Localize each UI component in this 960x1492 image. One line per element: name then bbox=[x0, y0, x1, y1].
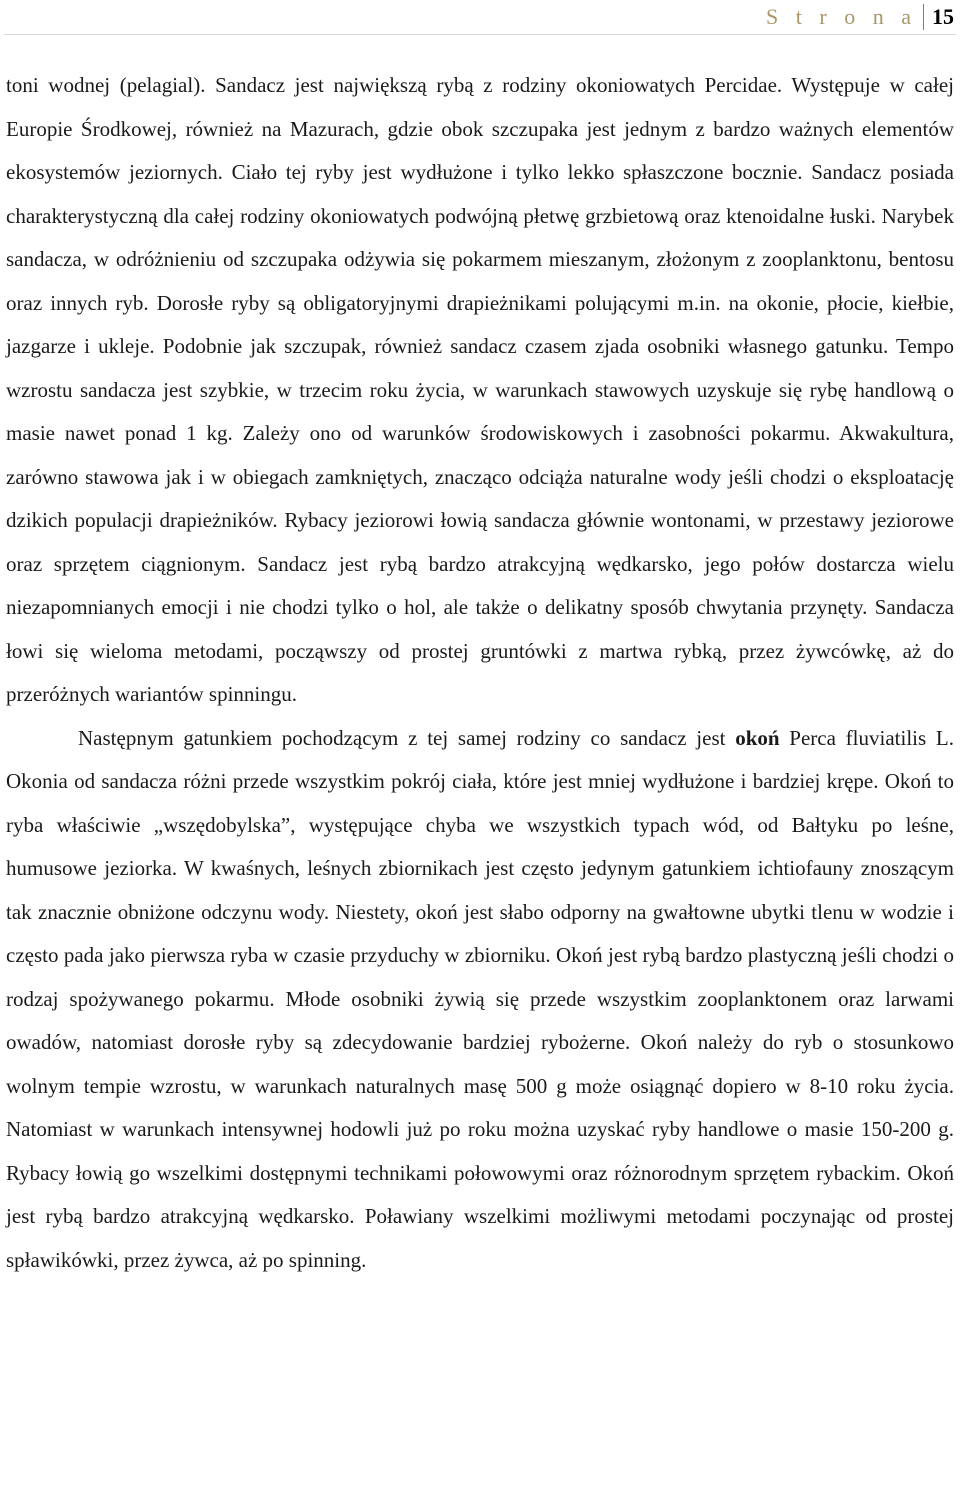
document-body bbox=[6, 64, 954, 1282]
paragraph-okon-rest: Perca fluviatilis L. Okonia od sandacza różni przede wszystkim pokrój ciała, które jest mniej wydłużone i bardziej krępe. Okoń to ryba właściwie „wszędobylska”, występujące chyba we wszystkich typach wód, od Bałtyku po leśne, humusowe jeziorka. W kwaśnych, leśnych zbiornikach jest często jedynym gatunkiem ichtiofauny znoszącym tak znacznie obniżone odczynu wody. Niestety, okoń jest słabo odporny na gwałtowne ubytki tlenu w wodzie i często pada jako pierwsza ryba w czasie przyduchy w zbiorniku. Okoń jest rybą bardzo plastyczną jeśli chodzi o rodzaj spożywanego pokarmu. Młode osobniki żywią się przede wszystkim zooplanktonem oraz larwami owadów, natomiast dorosłe ryby są zdecydowanie bardziej rybożerne. Okoń należy do ryb o stosunkowo wolnym tempie wzrostu, w warunkach naturalnych masę 500 g może osiągnąć dopiero w 8-10 roku życia. Natomiast w warunkach intensywnej hodowli już po roku można uzyskać ryby handlowe o masie 150-200 g. Rybacy łowią go wszelkimi dostępnymi technikami połowowymi oraz różnorodnym sprzętem rybackim. Okoń jest rybą bardzo atrakcyjną wędkarsko. Poławiany wszelkimi możliwymi metodami poczynając od prostej spławikówki, przez żywca, aż po spinning. bbox=[6, 725, 954, 1272]
page-number: 15 bbox=[932, 4, 954, 29]
page-label: S t r o n a bbox=[766, 4, 917, 29]
okon-bold-term: okoń bbox=[735, 725, 780, 750]
paragraph-okon-intro: Następnym gatunkiem pochodzącym z tej samej rodziny co sandacz jest bbox=[78, 725, 736, 750]
paragraph-sandacz: toni wodnej (pelagial). Sandacz jest największą rybą z rodziny okoniowatych Percidae. Występuje w całej Europie Środkowej, również na Mazurach, gdzie obok szczupaka jest jednym z bardzo ważnych elementów ekosystemów jeziornych. Ciało tej ryby jest wydłużone i tylko lekko spłaszczone bocznie. Sandacz posiada charakterystyczną dla całej rodziny okoniowatych podwójną płetwę grzbietową oraz ktenoidalne łuski. Narybek sandacza, w odróżnieniu od szczupaka odżywia się pokarmem mieszanym, złożonym z zooplanktonu, bentosu oraz innych ryb. Dorosłe ryby są obligatoryjnymi drapieżnikami polującymi m.in. na okonie, płocie, kiełbie, jazgarze i ukleje. Podobnie jak szczupak, również sandacz czasem zjada osobniki własnego gatunku. Tempo wzrostu sandacza jest szybkie, w trzecim roku życia, w warunkach stawowych uzyskuje się rybę handlową o masie nawet ponad 1 kg. Zależy ono od warunków środowiskowych i zasobności pokarmu. Akwakultura, zarówno stawowa jak i w obiegach zamkniętych, znacząco odciąża naturalne wody jeśli chodzi o eksploatację dzikich populacji drapieżników. Rybacy jeziorowi łowią sandacza głównie wontonami, w przestawy jeziorowe oraz sprzętem ciągnionym. Sandacz jest rybą bardzo atrakcyjną wędkarsko, jego połów dostarcza wielu niezapomnianych emocji i nie chodzi tylko o hol, ale także o delikatny sposób chwytania przynęty. Sandacza łowi się wieloma metodami, począwszy od prostej gruntówki z martwa rybką, przez żywcówkę, aż do przeróżnych wariantów spinningu. bbox=[6, 73, 954, 706]
page-header bbox=[766, 2, 954, 32]
header-separator bbox=[923, 4, 924, 30]
paragraph-okon bbox=[6, 717, 954, 1283]
header-rule bbox=[4, 34, 956, 35]
